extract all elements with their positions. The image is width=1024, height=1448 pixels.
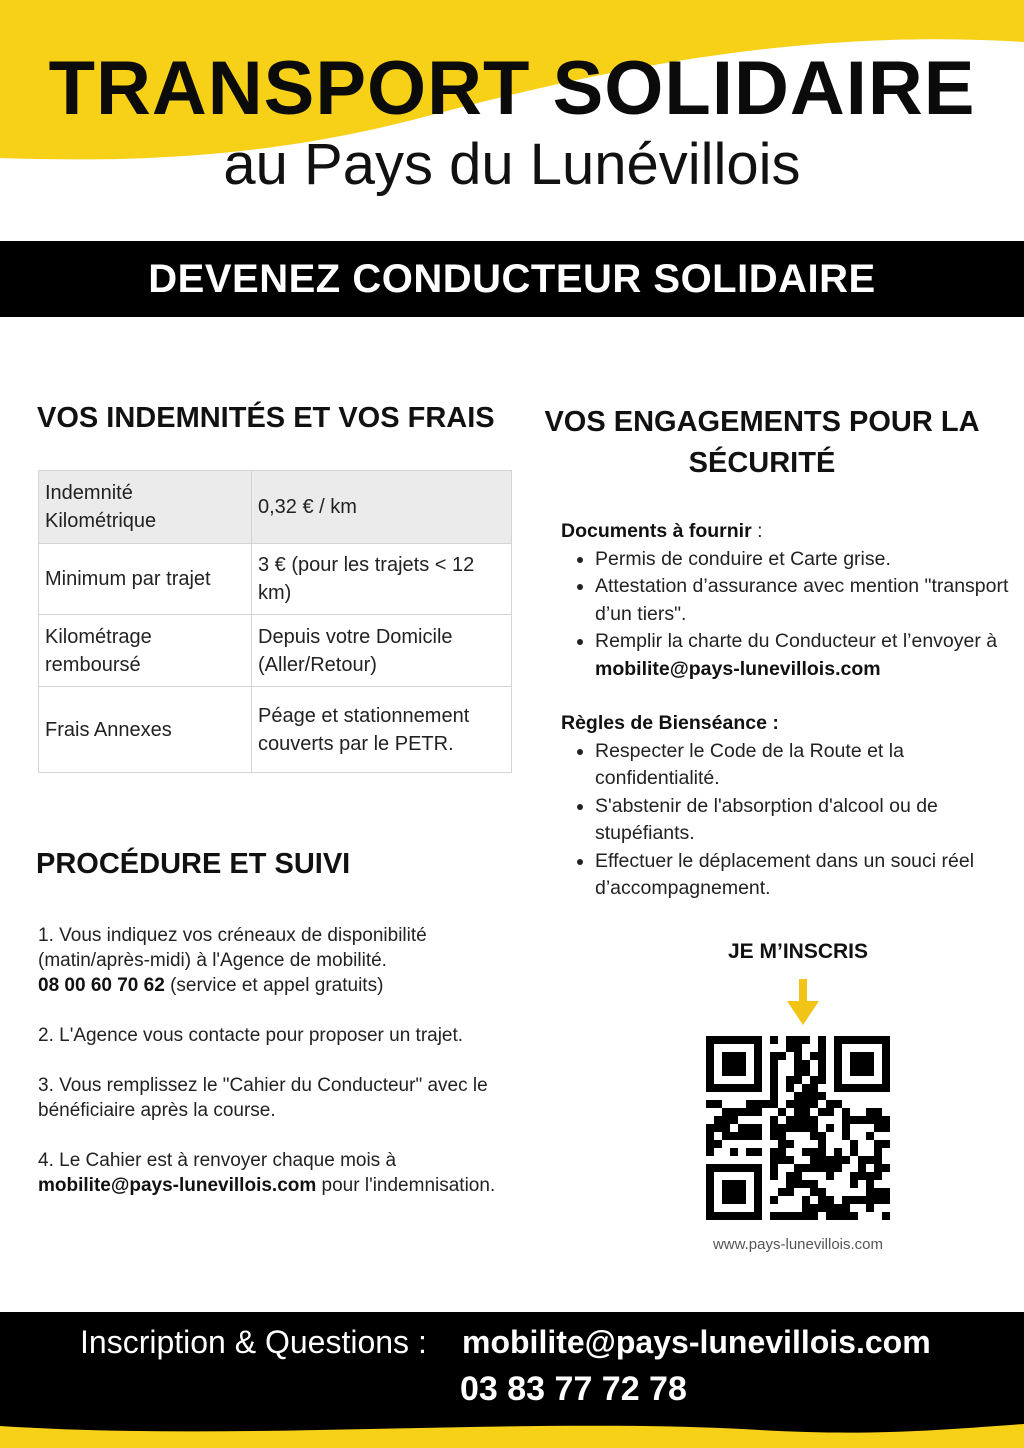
regles-title: Règles de Bienséance :	[561, 712, 779, 734]
page-title: TRANSPORT SOLIDAIRE	[48, 46, 976, 131]
step-end: pour l'indemnisation.	[321, 1175, 496, 1196]
footer-yellow-swoosh	[0, 1420, 1024, 1448]
agency-phone: 08 00 60 70 62	[38, 975, 165, 996]
page-subtitle: au Pays du Lunévillois	[223, 132, 801, 197]
documents-list	[561, 546, 1011, 684]
step-text: 4. Le Cahier est à renvoyer chaque mois à	[38, 1150, 397, 1171]
table-row	[39, 615, 512, 687]
footer-email[interactable]: mobilite@pays-lunevillois.com	[462, 1324, 931, 1360]
documents-colon: :	[751, 520, 763, 542]
signup-label: JE M’INSCRIS	[727, 940, 869, 963]
row-label: Minimum par trajet	[39, 544, 252, 615]
procedure-steps	[38, 923, 518, 1223]
procedure-step-1	[38, 923, 518, 998]
regles-list	[561, 738, 1011, 903]
table-row	[39, 471, 512, 544]
fees-table	[38, 470, 512, 773]
row-value: Péage et stationnement couverts par le PETR.	[252, 687, 512, 773]
step-note: (service et appel gratuits)	[170, 975, 384, 996]
row-value: 0,32 € / km	[252, 471, 512, 544]
procedure-step-4	[38, 1148, 518, 1198]
step-text: 1. Vous indiquez vos créneaux de disponibilité (matin/après-midi) à l'Agence de mobilité.	[38, 925, 427, 971]
list-item: • Respecter le Code de la Route et la confidentialité.	[595, 738, 1011, 793]
procedure-step-2: 2. L'Agence vous contacte pour proposer un trajet.	[38, 1025, 464, 1046]
section-banner	[0, 241, 1024, 317]
list-item: • Attestation d’assurance avec mention "transport d’un tiers".	[595, 573, 1011, 628]
step-email: mobilite@pays-lunevillois.com	[38, 1175, 317, 1196]
list-item: • S'abstenir de l'absorption d'alcool ou de stupéfiants.	[595, 793, 1011, 848]
procedure-step-3: 3. Vous remplissez le "Cahier du Conducteur" avec le bénéficiaire après la course.	[38, 1075, 488, 1121]
row-label: Indemnité Kilométrique	[39, 471, 252, 544]
row-label: Kilométrage remboursé	[39, 615, 252, 687]
footer-phone[interactable]: 03 83 77 72 78	[460, 1370, 687, 1408]
documents-title-line	[561, 518, 1011, 546]
row-value: 3 € (pour les trajets < 12 km)	[252, 544, 512, 615]
website-url[interactable]: www.pays-lunevillois.com	[712, 1236, 884, 1253]
indemnites-heading: VOS INDEMNITÉS ET VOS FRAIS	[37, 402, 495, 434]
engagements-heading: VOS ENGAGEMENTS POUR LA SÉCURITÉ	[544, 406, 980, 479]
list-item: • Effectuer le déplacement dans un souci réel d’accompagnement.	[595, 848, 1011, 903]
footer-bar	[0, 1312, 1024, 1434]
arrow-down-icon	[786, 979, 820, 1027]
qr-code-icon[interactable]	[706, 1036, 890, 1220]
row-value: Depuis votre Domicile (Aller/Retour)	[252, 615, 512, 687]
banner-text: DEVENEZ CONDUCTEUR SOLIDAIRE	[148, 256, 876, 301]
footer-label: Inscription & Questions :	[80, 1324, 427, 1360]
table-row	[39, 687, 512, 773]
engagements-section	[561, 518, 1011, 903]
row-label: Frais Annexes	[39, 687, 252, 773]
list-item	[595, 628, 1011, 683]
table-row	[39, 544, 512, 615]
charter-email: mobilite@pays-lunevillois.com	[595, 657, 881, 680]
list-item: • Permis de conduire et Carte grise.	[595, 546, 1011, 574]
item-text: Remplir la charte du Conducteur et l’envoyer à	[595, 630, 998, 652]
procedure-heading: PROCÉDURE ET SUIVI	[36, 848, 351, 880]
documents-title: Documents à fournir	[561, 520, 752, 542]
